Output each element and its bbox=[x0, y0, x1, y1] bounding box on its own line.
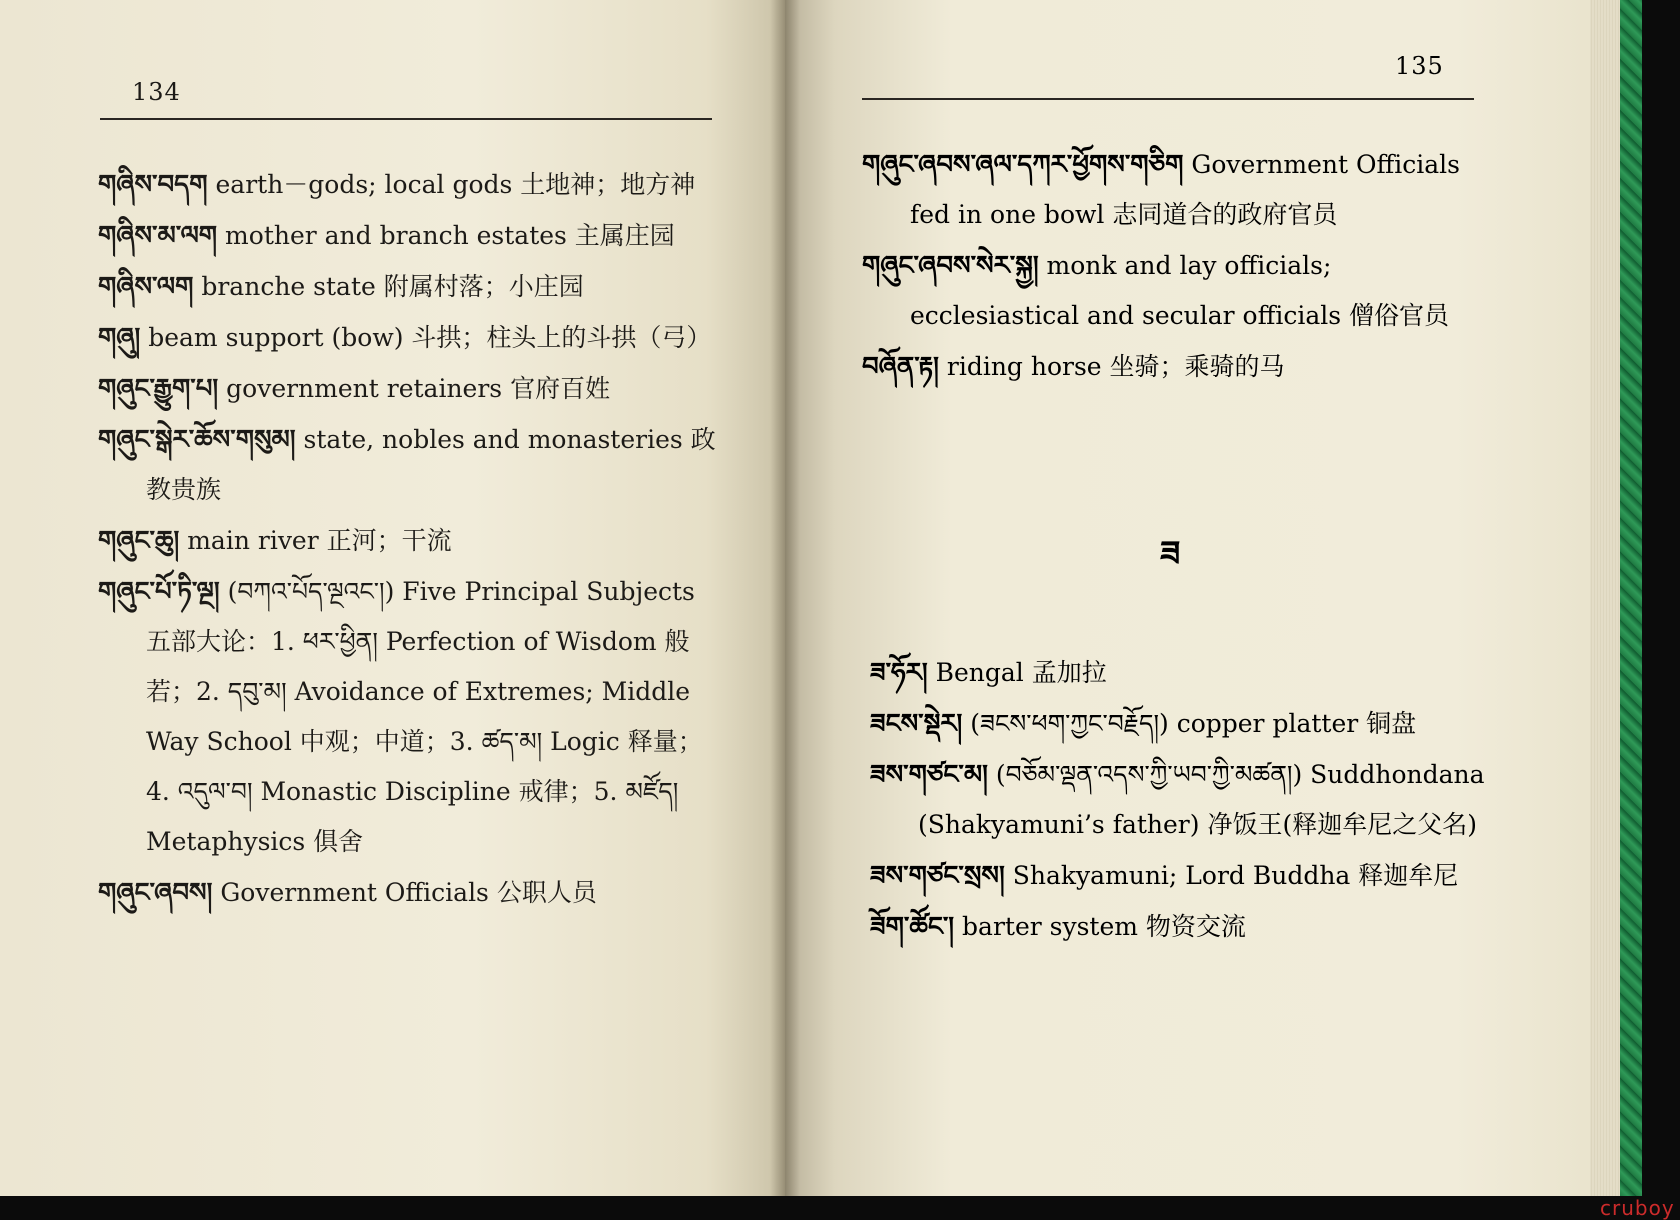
definition: Government Officials 公职人员 bbox=[212, 878, 597, 907]
dictionary-entry bbox=[98, 160, 718, 210]
header-rule bbox=[862, 98, 1474, 100]
dictionary-entry bbox=[98, 516, 718, 566]
page-number: 134 bbox=[132, 78, 181, 106]
dictionary-entry bbox=[98, 262, 718, 312]
definition: riding horse 坐骑；乘骑的马 bbox=[938, 352, 1285, 381]
book-cover bbox=[1620, 0, 1642, 1196]
dictionary-entry bbox=[870, 699, 1490, 749]
definition: main river 正河；干流 bbox=[179, 526, 452, 555]
dictionary-entry bbox=[98, 364, 718, 414]
definition: earth－gods; local gods 土地神；地方神 bbox=[207, 170, 696, 199]
dictionary-entry bbox=[862, 241, 1482, 341]
tibetan-headword: གཞིས་མ་ལག bbox=[98, 221, 218, 251]
definition: barter system 物资交流 bbox=[954, 912, 1246, 941]
definition: beam support (bow) 斗拱；柱头上的斗拱（弓） bbox=[140, 323, 712, 352]
tibetan-headword: གཞིས་ལག bbox=[98, 272, 194, 302]
dictionary-entry bbox=[98, 868, 718, 918]
definition: monk and lay officials; ecclesiastical and secular officials 僧俗官员 bbox=[910, 251, 1450, 330]
tibetan-headword: གཞུང་ཞབས་སེར་སྐྱ། bbox=[862, 251, 1039, 281]
watermark: cruboy bbox=[1600, 1196, 1675, 1220]
definition: Bengal 孟加拉 bbox=[927, 658, 1107, 687]
definition: Government Officials fed in one bowl 志同道合的政府官员 bbox=[910, 150, 1460, 229]
definition: (བཅོམ་ལྡན་འདས་ཀྱི་ཡབ་ཀྱི་མཚན།) Suddhondana (Shakyamuni’s father) 净饭王(释迦牟尼之父名) bbox=[918, 760, 1485, 839]
dictionary-entry bbox=[98, 415, 718, 515]
dictionary-entry bbox=[98, 313, 718, 363]
definition: branche state 附属村落；小庄园 bbox=[193, 272, 584, 301]
definition: government retainers 官府百姓 bbox=[218, 374, 611, 403]
page-edge bbox=[1590, 0, 1620, 1196]
tibetan-headword: གཞུ། bbox=[98, 323, 141, 353]
dictionary-entry bbox=[870, 750, 1490, 850]
definition: mother and branch estates 主属庄园 bbox=[217, 221, 675, 250]
tibetan-headword: གཞུང་ཞབས་ཞལ་དཀར་ཕྱོགས་གཅིག bbox=[862, 150, 1184, 180]
dictionary-entry bbox=[870, 902, 1490, 952]
dictionary-entry bbox=[98, 211, 718, 261]
tibetan-headword: གཞུང་ཞབས། bbox=[98, 878, 213, 908]
definition: (ཟངས་ཕག་ཀྱང་བརྗོད།) copper platter 铜盘 bbox=[962, 709, 1417, 738]
dictionary-entry bbox=[98, 567, 718, 867]
dictionary-entry bbox=[870, 851, 1490, 901]
tibetan-headword: གཞུང་རྒྱུག་པ། bbox=[98, 374, 219, 404]
dictionary-entry bbox=[862, 140, 1482, 240]
book-gutter bbox=[770, 0, 800, 1196]
entry-list bbox=[870, 648, 1490, 953]
section-letter: ཟ bbox=[1160, 534, 1181, 574]
tibetan-headword: གཞུང་སྒེར་ཆོས་གསུམ། bbox=[98, 425, 296, 455]
entry-list bbox=[98, 160, 718, 919]
tibetan-headword: ཟ་ཧོར། bbox=[870, 658, 928, 688]
page-number: 135 bbox=[1395, 52, 1444, 80]
definition: Shakyamuni; Lord Buddha 释迦牟尼 bbox=[1004, 861, 1459, 890]
dictionary-entry bbox=[862, 342, 1482, 392]
tibetan-headword: གཞིས་བདག bbox=[98, 170, 208, 200]
tibetan-headword: ཟངས་སྡེར། bbox=[870, 709, 963, 739]
header-rule bbox=[100, 118, 712, 120]
entry-list bbox=[862, 140, 1482, 393]
tibetan-headword: གཞུང་པོ་ཏི་ལྔ། bbox=[98, 577, 220, 607]
dictionary-entry bbox=[870, 648, 1490, 698]
tibetan-headword: བཞོན་རྟ། bbox=[862, 352, 939, 382]
tibetan-headword: ཟོག་ཚོང་། bbox=[870, 912, 955, 942]
definition: state, nobles and monasteries 政教贵族 bbox=[146, 425, 716, 504]
tibetan-headword: གཞུང་ཆུ། bbox=[98, 526, 180, 556]
tibetan-headword: ཟས་གཙང་སྲས། bbox=[870, 861, 1005, 891]
left-page bbox=[0, 0, 785, 1196]
definition: (བཀའ་པོད་ལྔའང་།) Five Principal Subjects 五部大论：1. ཕར་ཕྱིན། Perfection of Wisdom 般若；2. དབུ་མ། Avoidance of Extremes; Middle Way School 中观；中道；3. ཚད་མ། Logic 释量；4. འདུལ་བ། Monastic Discipline 戒律；5. མཛོད། Metaphysics 俱舍 bbox=[146, 577, 703, 856]
tibetan-headword: ཟས་གཙང་མ། bbox=[870, 760, 988, 790]
